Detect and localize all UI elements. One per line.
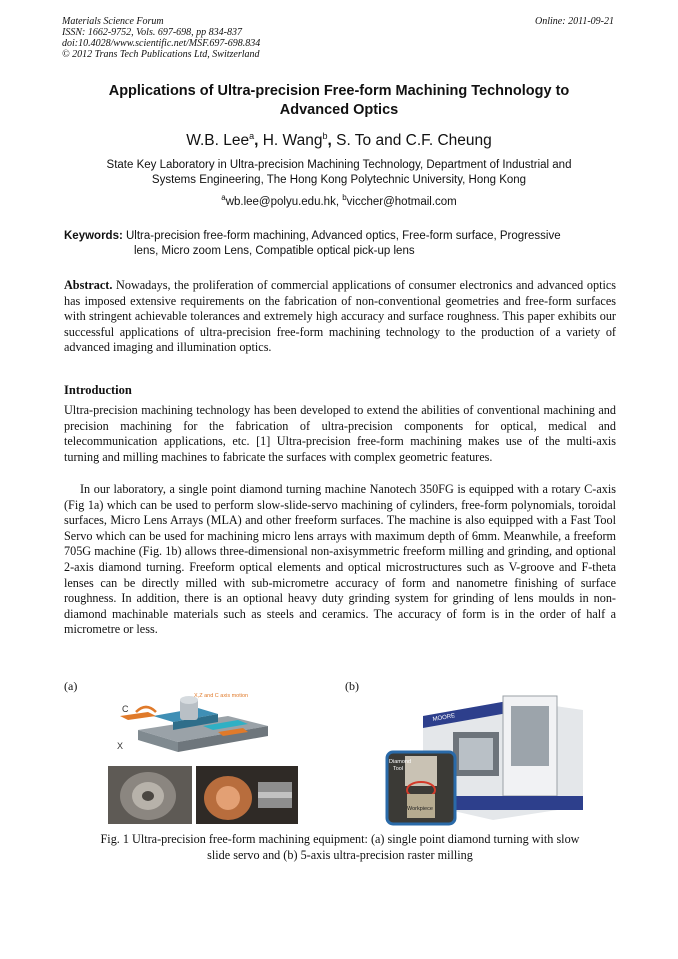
intro-paragraph-1: Ultra-precision machining technology has been developed to extend the abilities of conventional machining and precision machining for the fabrication of ultra-precision components for optical, medical and telecommunication applications, etc. [1] Ultra-precision free-form machining makes use of the multi-axis turning and milling machines to fabricate the surfaces with complex geometric features. xyxy=(64,403,616,464)
email-b[interactable]: viccher@hotmail.com xyxy=(346,195,457,208)
keywords xyxy=(64,229,616,259)
affiliation-line-2: Systems Engineering, The Hong Kong Polytechnic University, Hong Kong xyxy=(151,174,527,186)
author-1-sup: a xyxy=(249,131,255,141)
tool-label: Tool xyxy=(393,766,404,772)
caption-line-2: slide servo and (b) 5-axis ultra-precision raster milling xyxy=(207,847,473,862)
caption-line-1: Fig. 1 Ultra-precision free-form machining equipment: (a) single point diamond turning with slow xyxy=(100,832,580,846)
email-sup-b: b xyxy=(342,193,347,202)
abstract xyxy=(64,278,616,356)
machine-brand: MOORE xyxy=(432,713,456,723)
keywords-label: Keywords: xyxy=(64,230,123,242)
doi: doi:10.4028/www.scientific.net/MSF.697-698.834 xyxy=(62,38,261,49)
email-sup-a: a xyxy=(221,193,226,202)
paper-title xyxy=(60,82,618,120)
abstract-label: Abstract. xyxy=(64,278,113,292)
figure-caption xyxy=(64,832,616,863)
x-axis-label: X xyxy=(117,741,124,751)
abstract-text: Nowadays, the proliferation of commercial applications of consumer electronics and advanced optics has imposed extensive requirements on the fabrication of non-conventional geometries and free-form surfaces with stringent achievable tolerances and extremely high accuracy and surface roughness. This paper exhibits our successful applications of ultra-precision free-form machining technology to the production of a variety of advanced imaging and illumination optics. xyxy=(64,278,616,355)
motion-label: X,Z and C axis motion xyxy=(194,693,249,699)
emails xyxy=(60,193,618,208)
intro-paragraph-2: In our laboratory, a single point diamond turning machine Nanotech 350FG is equipped with a rotary C-axis (Fig 1a) which can be used to perform slow-slide-servo machining of cylinders, free-form polynomials, toroidal surfaces, Micro Lens Arrays (MLA) and other freeform surfaces. The machine is also equipped with a Fast Tool Servo which can be used for machining micro lens arrays with maximum depth of 6mm. Meanwhile, a freeform 705G machine (Fig. 1b) allows three-dimensional non-axisymmetric freeform milling and grinding, and optional 2-axis diamond turning. Freeform optical elements and optical microstructures such as V-groove and F-theta lenses can be directly milled with sub-micrometre accuracy of form and nanometre finishing of surface roughness. In addition, there is an optional heavy duty grinding system for grinding of lens moulds in non-diamond machinable materials such as steels and ceramics. The accuracy of form is in the order of half a micrometre or less. xyxy=(64,482,616,637)
keywords-line-1: Ultra-precision free-form machining, Advanced optics, Free-form surface, Progressive xyxy=(126,230,561,242)
affiliation-line-1: State Key Laboratory in Ultra-precision Machining Technology, Department of Industrial and xyxy=(106,159,572,171)
title-line-2: Advanced Optics xyxy=(279,102,399,118)
issn: ISSN: 1662-9752, Vols. 697-698, pp 834-837 xyxy=(62,27,242,38)
keywords-line-2: lens, Micro zoom Lens, Compatible optical pick-up lens xyxy=(134,245,415,257)
diamond-label: Diamond xyxy=(389,759,412,765)
section-heading: Introduction xyxy=(64,383,132,397)
email-a[interactable]: wb.lee@polyu.edu.hk, xyxy=(225,195,340,208)
figure-a-image xyxy=(108,686,298,826)
title-line-1: Applications of Ultra-precision Free-form Machining Technology to xyxy=(108,83,570,99)
online-date: Online: 2011-09-21 xyxy=(535,16,614,27)
c-axis-label: C xyxy=(122,704,129,714)
author-rest: S. To and C.F. Cheung xyxy=(336,132,492,150)
figure-label-a: (a) xyxy=(64,679,78,693)
figure-label-b: (b) xyxy=(345,679,359,693)
authors: W.B. Lee$^a$, H. Wang$^b$, S. To and C.F. Cheung xyxy=(186,131,492,150)
journal-header xyxy=(62,16,260,60)
journal-name: Materials Science Forum xyxy=(62,16,164,27)
figure-b-image xyxy=(383,686,595,826)
workpiece-label: Workpiece xyxy=(407,806,433,812)
author-2: H. Wang xyxy=(262,132,323,150)
copyright: © 2012 Trans Tech Publications Ltd, Switzerland xyxy=(62,49,260,60)
affiliation xyxy=(60,158,618,188)
author-1: W.B. Lee xyxy=(186,132,250,150)
author-2-sup: b xyxy=(322,131,328,141)
